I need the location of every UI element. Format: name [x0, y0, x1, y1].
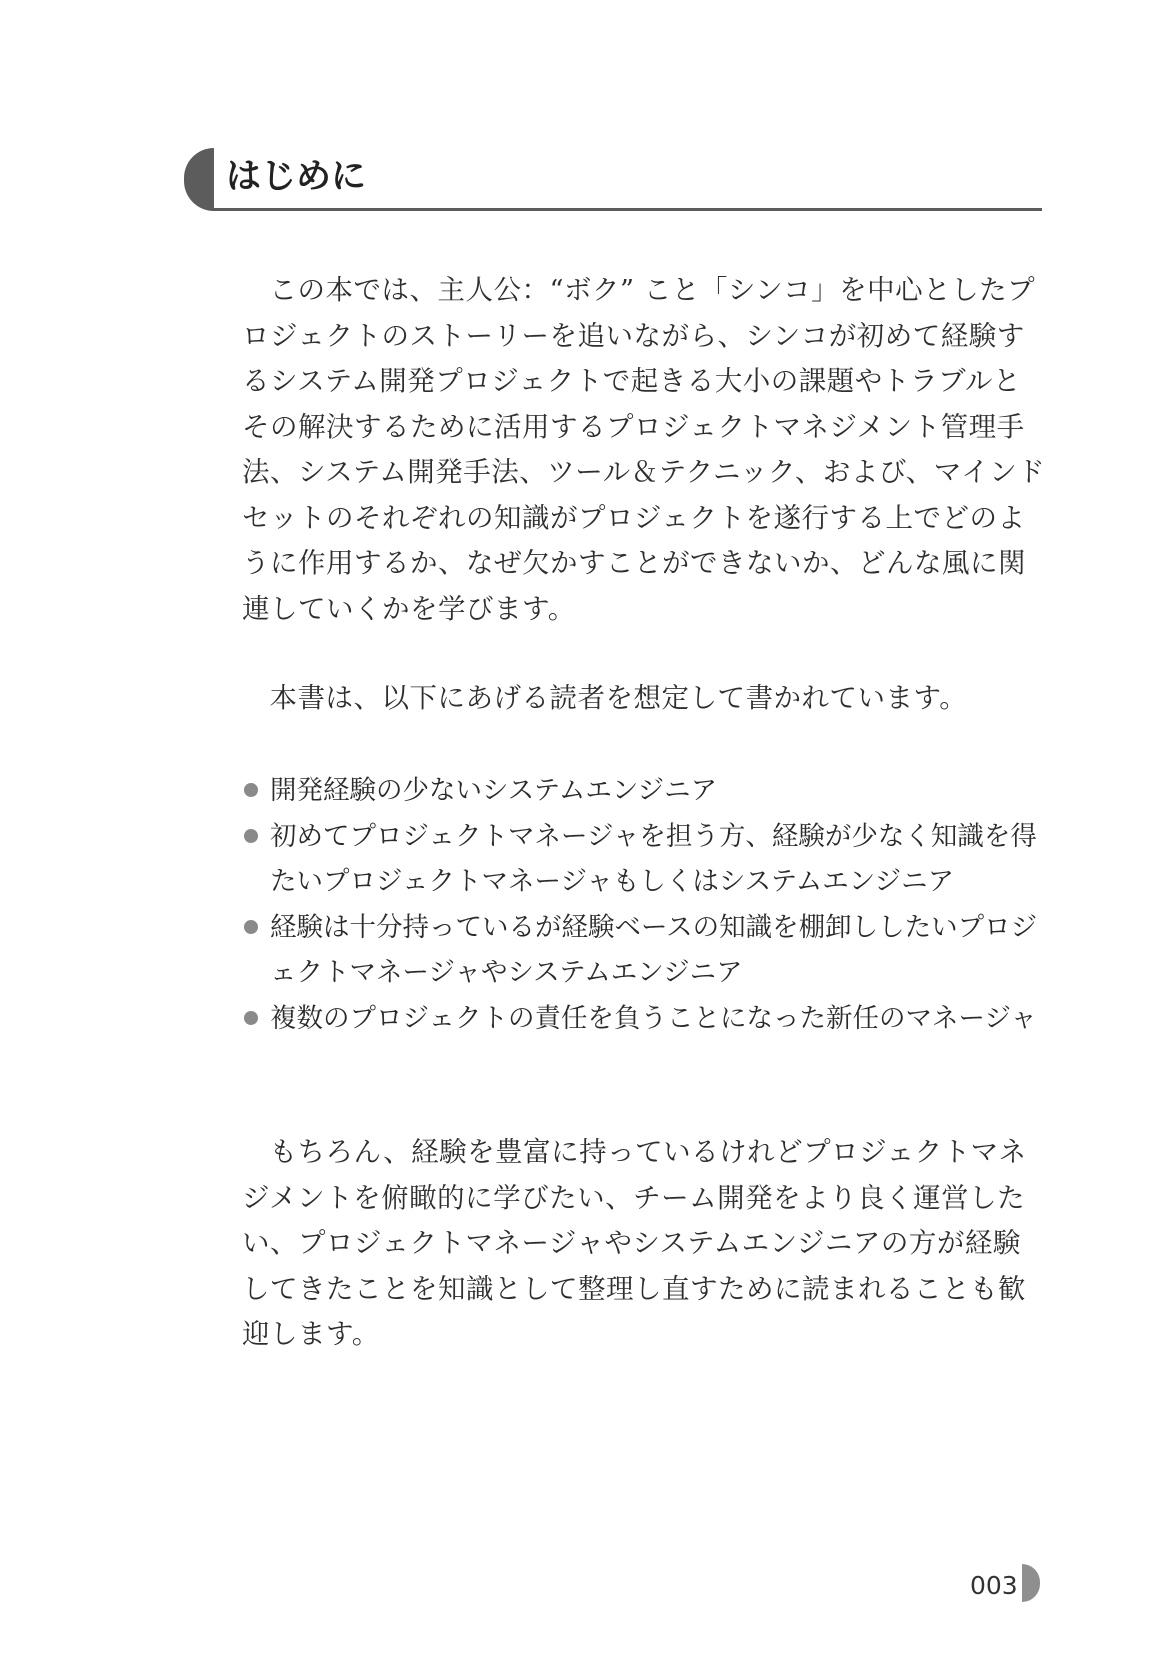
audience-list	[242, 768, 1047, 1041]
page-title: はじめに	[226, 157, 367, 197]
heading-underline	[214, 208, 1042, 211]
list-item-text: 複数のプロジェクトの責任を負うことになった新任のマネージャ	[270, 1002, 1037, 1034]
list-item-text: 経験は十分持っているが経験ベースの知識を棚卸ししたいプロジェクトマネージャやシステムエンジニア	[270, 911, 1038, 988]
list-item	[242, 768, 1047, 814]
intro-paragraph: この本では、主人公：“ボク” こと「シンコ」を中心としたプロジェクトのストーリーを追いながら、シンコが初めて経験するシステム開発プロジェクトで起きる大小の課題やトラブルとその解決するために活用するプロジェクトマネジメント管理手法、システム開発手法、ツール＆テクニック、および、マインドセットのそれぞれの知識がプロジェクトを遂行する上でどのように作用するか、なぜ欠かすことができないか、どんな風に関連していくかを学びます。	[242, 274, 1046, 625]
bullet-icon	[244, 1011, 258, 1025]
bullet-icon	[244, 920, 258, 934]
list-item-text: 開発経験の少ないシステムエンジニア	[270, 775, 718, 806]
list-item	[242, 814, 1047, 905]
list-item-text: 初めてプロジェクトマネージャを担う方、経験が少なく知識を得たいプロジェクトマネージャもしくはシステムエンジニア	[270, 820, 1037, 897]
page-tab-marker	[1022, 1564, 1040, 1602]
list-item	[242, 905, 1047, 996]
bullet-icon	[244, 829, 258, 843]
page-number: 003	[970, 1571, 1018, 1600]
list-item	[242, 996, 1047, 1042]
audience-paragraph: 本書は、以下にあげる読者を想定して書かれています。	[269, 682, 968, 714]
chapter-heading	[184, 148, 1042, 211]
closing-paragraph: もちろん、経験を豊富に持っているけれどプロジェクトマネジメントを俯瞰的に学びたい、チーム開発をより良く運営したい、プロジェクトマネージャやシステムエンジニアの方が経験してきたことを知識として整理し直すために読まれることも歓迎します。	[242, 1136, 1027, 1350]
heading-tab-marker	[184, 148, 214, 211]
bullet-icon	[244, 783, 258, 797]
